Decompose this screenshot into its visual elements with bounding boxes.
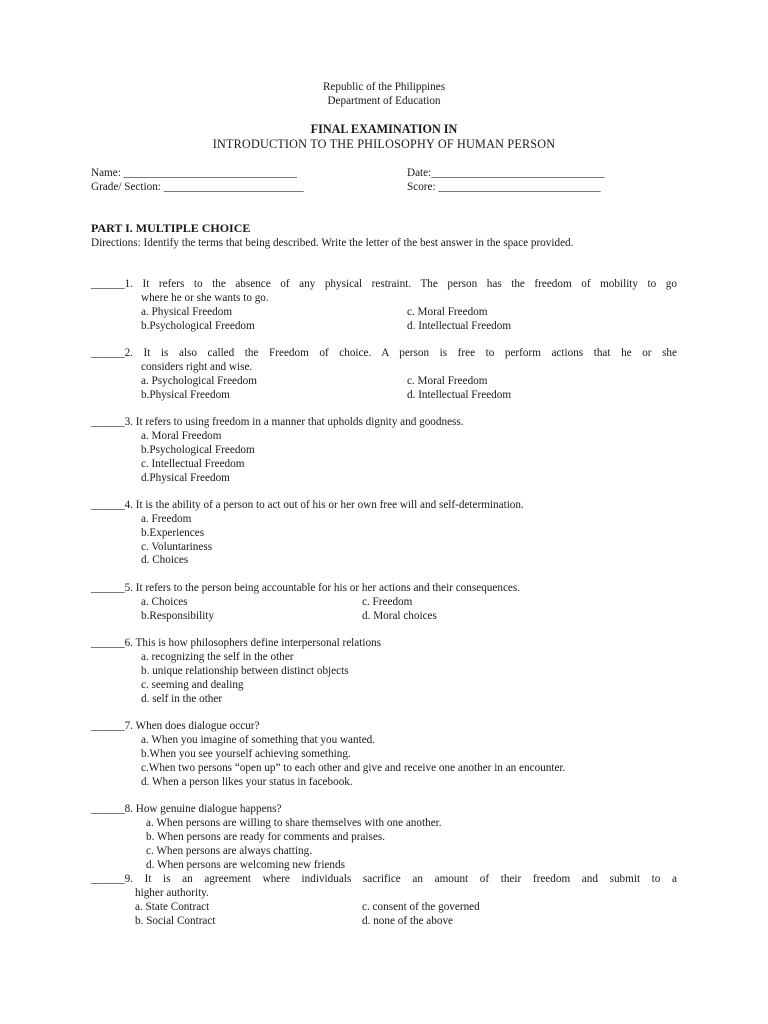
q5-option-d: d. Moral choices — [362, 610, 437, 622]
q6-option-b: b. unique relationship between distinct objects — [141, 665, 349, 677]
q6-option-d: d. self in the other — [141, 693, 223, 705]
q4-option-a: a. Freedom — [141, 513, 192, 525]
question-6-stem: ______6. This is how philosophers define interpersonal relations — [91, 637, 382, 649]
q2-option-c: c. Moral Freedom — [407, 375, 488, 387]
header-republic: Republic of the Philippines — [322, 81, 446, 93]
question-9-stem: ______9. It is an agreement where individuals sacrifice an amount of their freedom and submit to a — [91, 873, 677, 885]
part1-directions: Directions: Identify the terms that being described. Write the letter of the best answer in the space provided. — [91, 237, 574, 249]
question-1-stem: ______1. It refers to the absence of any physical restraint. The person has the freedom of mobility to go — [91, 278, 677, 290]
q1-option-b: b.Psychological Freedom — [141, 320, 255, 332]
question-3-stem: ______3. It refers to using freedom in a manner that upholds dignity and goodness. — [91, 416, 464, 428]
q7-option-b: b.When you see yourself achieving something. — [141, 748, 351, 760]
q5-option-a: a. Choices — [141, 596, 188, 608]
q8-option-a: a. When persons are willing to share themselves with one another. — [146, 817, 442, 829]
date-field: Date:_______________________________ — [407, 167, 605, 179]
q3-option-a: a. Moral Freedom — [141, 430, 222, 442]
q8-option-b: b. When persons are ready for comments and praises. — [146, 831, 386, 843]
q7-option-a: a. When you imagine of something that you wanted. — [141, 734, 376, 746]
q8-option-c: c. When persons are always chatting. — [146, 845, 312, 857]
q9-option-d: d. none of the above — [362, 915, 454, 927]
q6-option-c: c. seeming and dealing — [141, 679, 244, 691]
question-8-stem: ______8. How genuine dialogue happens? — [91, 803, 282, 815]
q9-option-c: c. consent of the governed — [362, 901, 480, 913]
q2-option-d: d. Intellectual Freedom — [407, 389, 512, 401]
score-field: Score: _____________________________ — [407, 181, 601, 193]
q1-option-a: a. Physical Freedom — [141, 306, 233, 318]
q2-option-b: b.Physical Freedom — [141, 389, 230, 401]
question-4-stem: ______4. It is the ability of a person to act out of his or her own free will and self-determination. — [91, 499, 524, 511]
q7-option-d: d. When a person likes your status in facebook. — [141, 776, 353, 788]
grade-section-field: Grade/ Section: _________________________ — [91, 181, 304, 193]
exam-subject: INTRODUCTION TO THE PHILOSOPHY OF HUMAN PERSON — [212, 137, 556, 151]
q6-option-a: a. recognizing the self in the other — [141, 651, 294, 663]
q4-option-b: b.Experiences — [141, 527, 205, 539]
question-7-stem: ______7. When does dialogue occur? — [91, 720, 260, 732]
q4-option-c: c. Voluntariness — [141, 541, 213, 553]
q9-option-b: b. Social Contract — [135, 915, 216, 927]
name-field: Name: _______________________________ — [91, 167, 298, 179]
q1-option-d: d. Intellectual Freedom — [407, 320, 512, 332]
q1-option-c: c. Moral Freedom — [407, 306, 488, 318]
question-2-stem: ______2. It is also called the Freedom of choice. A person is free to perform actions that he or she — [91, 347, 677, 359]
header-department: Department of Education — [327, 95, 441, 107]
q9-option-a: a. State Contract — [135, 901, 210, 913]
q3-option-d: d.Physical Freedom — [141, 472, 230, 484]
q3-option-c: c. Intellectual Freedom — [141, 458, 245, 470]
question-9-stem-cont: higher authority. — [135, 887, 209, 899]
question-1-stem-cont: where he or she wants to go. — [141, 292, 269, 304]
question-2-stem-cont: considers right and wise. — [141, 361, 253, 373]
q4-option-d: d. Choices — [141, 554, 189, 566]
q2-option-a: a. Psychological Freedom — [141, 375, 257, 387]
question-5-stem: ______5. It refers to the person being accountable for his or her actions and their consequences. — [91, 582, 521, 594]
q8-option-d: d. When persons are welcoming new friends — [146, 859, 345, 871]
q7-option-c: c.When two persons “open up” to each other and give and receive one another in an encounter. — [141, 762, 566, 774]
exam-title: FINAL EXAMINATION IN — [310, 122, 458, 136]
q5-option-c: c. Freedom — [362, 596, 413, 608]
q3-option-b: b.Psychological Freedom — [141, 444, 255, 456]
q5-option-b: b.Responsibility — [141, 610, 215, 622]
part1-title: PART I. MULTIPLE CHOICE — [91, 221, 251, 235]
